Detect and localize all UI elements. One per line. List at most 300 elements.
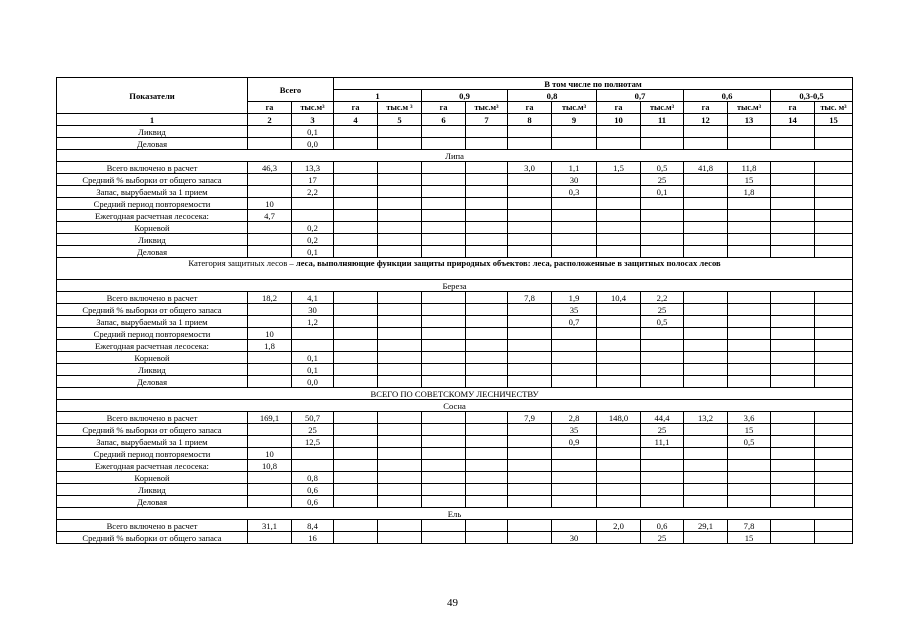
table-cell <box>508 138 552 150</box>
unit-ha-header: га <box>422 102 466 114</box>
table-cell <box>728 352 771 364</box>
table-cell <box>466 436 508 448</box>
table-cell <box>684 304 728 316</box>
table-cell <box>334 352 378 364</box>
table-cell <box>466 162 508 174</box>
table-cell <box>378 376 422 388</box>
table-cell <box>422 436 466 448</box>
table-cell <box>684 210 728 222</box>
table-cell <box>508 520 552 532</box>
table-cell <box>334 222 378 234</box>
table-cell: 0,5 <box>641 162 684 174</box>
table-cell <box>771 246 815 258</box>
table-cell <box>292 198 334 210</box>
row-label: Ежегодная расчетная лесосека: <box>57 340 248 352</box>
table-cell: 17 <box>292 174 334 186</box>
table-cell <box>422 174 466 186</box>
table-cell: 15 <box>728 174 771 186</box>
table-cell: 7,9 <box>508 412 552 424</box>
table-cell <box>552 484 597 496</box>
table-cell <box>771 304 815 316</box>
table-cell <box>815 340 853 352</box>
table-cell: 0,6 <box>641 520 684 532</box>
indicators-header: Показатели <box>57 78 248 114</box>
table-cell <box>334 484 378 496</box>
table-cell <box>815 412 853 424</box>
table-cell <box>378 162 422 174</box>
unit-ha-header: га <box>771 102 815 114</box>
column-number: 6 <box>422 114 466 126</box>
table-cell <box>815 484 853 496</box>
table-cell <box>771 234 815 246</box>
table-cell <box>728 210 771 222</box>
table-cell <box>334 448 378 460</box>
table-cell <box>422 532 466 544</box>
table-cell <box>248 234 292 246</box>
table-cell <box>684 186 728 198</box>
table-cell <box>334 412 378 424</box>
table-cell: 169,1 <box>248 412 292 424</box>
table-cell <box>508 484 552 496</box>
table-cell <box>378 448 422 460</box>
table-cell <box>422 210 466 222</box>
table-row <box>57 222 853 234</box>
table-cell <box>597 364 641 376</box>
table-cell <box>334 138 378 150</box>
table-cell <box>422 340 466 352</box>
table-cell <box>508 210 552 222</box>
table-cell <box>422 234 466 246</box>
table-cell <box>728 234 771 246</box>
table-cell: 4,7 <box>248 210 292 222</box>
table-cell <box>422 198 466 210</box>
table-cell: 10 <box>248 198 292 210</box>
table-cell <box>508 304 552 316</box>
table-cell <box>771 484 815 496</box>
table-cell <box>378 532 422 544</box>
density-header: 1 <box>334 90 422 102</box>
column-number: 7 <box>466 114 508 126</box>
table-cell <box>466 246 508 258</box>
table-cell <box>728 316 771 328</box>
table-cell <box>378 246 422 258</box>
table-cell <box>684 436 728 448</box>
section-row <box>57 280 853 292</box>
table-row <box>57 460 853 472</box>
unit-ha-header: га <box>334 102 378 114</box>
table-cell <box>552 198 597 210</box>
unit-m3-header: тыс.м³ <box>466 102 508 114</box>
table-cell <box>815 436 853 448</box>
forest-allowable-cut-table <box>56 77 853 544</box>
unit-ha-header: га <box>684 102 728 114</box>
table-cell <box>248 304 292 316</box>
table-cell <box>292 328 334 340</box>
table-cell <box>248 436 292 448</box>
table-cell <box>466 484 508 496</box>
table-cell <box>597 304 641 316</box>
table-cell <box>378 210 422 222</box>
table-cell <box>641 376 684 388</box>
table-cell <box>771 340 815 352</box>
table-cell <box>508 364 552 376</box>
table-cell <box>378 412 422 424</box>
table-cell <box>597 340 641 352</box>
table-cell: 3,0 <box>508 162 552 174</box>
table-cell: 2,8 <box>552 412 597 424</box>
section-row <box>57 508 853 520</box>
table-cell <box>771 198 815 210</box>
row-label: Всего включено в расчет <box>57 292 248 304</box>
table-cell <box>378 174 422 186</box>
table-cell <box>597 174 641 186</box>
row-label: Запас, вырубаемый за 1 прием <box>57 436 248 448</box>
unit-ha-header: га <box>248 102 292 114</box>
table-cell <box>771 138 815 150</box>
column-number: 9 <box>552 114 597 126</box>
table-cell <box>684 424 728 436</box>
unit-m3-header: тыс.м³ <box>292 102 334 114</box>
row-label: Ликвид <box>57 484 248 496</box>
table-cell <box>378 460 422 472</box>
table-cell <box>684 246 728 258</box>
table-cell <box>292 448 334 460</box>
table-cell <box>378 340 422 352</box>
unit-m3-header: тыс.м ³ <box>378 102 422 114</box>
table-cell <box>334 304 378 316</box>
table-cell <box>684 472 728 484</box>
density-header: 0,7 <box>597 90 684 102</box>
table-cell <box>508 246 552 258</box>
table-cell: 15 <box>728 532 771 544</box>
table-cell <box>422 246 466 258</box>
table-cell <box>815 126 853 138</box>
table-cell <box>334 472 378 484</box>
table-cell: 0,9 <box>552 436 597 448</box>
table-cell <box>334 496 378 508</box>
table-cell <box>466 222 508 234</box>
table-cell <box>597 210 641 222</box>
row-label: Средний период повторяемости <box>57 328 248 340</box>
total-header: Всего <box>248 78 334 102</box>
table-cell: 0,0 <box>292 138 334 150</box>
column-number: 13 <box>728 114 771 126</box>
page-number: 49 <box>447 597 458 609</box>
by-density-header: В том числе по полнотам <box>334 78 853 90</box>
table-cell <box>334 186 378 198</box>
table-cell <box>334 460 378 472</box>
row-label: Средний период повторяемости <box>57 198 248 210</box>
table-cell <box>334 198 378 210</box>
table-cell <box>552 210 597 222</box>
table-cell <box>334 210 378 222</box>
table-row <box>57 162 853 174</box>
column-number: 4 <box>334 114 378 126</box>
table-cell: 16 <box>292 532 334 544</box>
table-cell <box>597 484 641 496</box>
table-cell <box>728 376 771 388</box>
table-cell: 25 <box>292 424 334 436</box>
row-label: Деловая <box>57 138 248 150</box>
table-cell <box>597 234 641 246</box>
table-cell <box>552 496 597 508</box>
table-cell <box>728 292 771 304</box>
table-cell <box>334 520 378 532</box>
table-cell <box>248 126 292 138</box>
table-cell <box>815 174 853 186</box>
table-cell <box>422 364 466 376</box>
table-cell <box>552 460 597 472</box>
table-cell <box>728 198 771 210</box>
table-cell <box>641 352 684 364</box>
table-cell <box>248 138 292 150</box>
table-cell <box>334 174 378 186</box>
table-cell <box>378 520 422 532</box>
table-cell <box>641 496 684 508</box>
table-cell <box>597 316 641 328</box>
table-cell <box>597 352 641 364</box>
table-cell <box>552 222 597 234</box>
table-cell <box>771 520 815 532</box>
table-cell: 0,2 <box>292 222 334 234</box>
row-label: Всего включено в расчет <box>57 520 248 532</box>
table-row <box>57 436 853 448</box>
table-cell <box>641 222 684 234</box>
row-label: Запас, вырубаемый за 1 прием <box>57 316 248 328</box>
table-cell: 29,1 <box>684 520 728 532</box>
table-cell <box>771 376 815 388</box>
table-cell <box>508 376 552 388</box>
table-cell: 11,8 <box>728 162 771 174</box>
table-cell: 18,2 <box>248 292 292 304</box>
table-cell <box>728 496 771 508</box>
row-label: Средний % выборки от общего запаса <box>57 174 248 186</box>
table-row <box>57 328 853 340</box>
table-cell <box>334 424 378 436</box>
table-cell <box>334 532 378 544</box>
table-cell <box>422 472 466 484</box>
table-cell <box>466 496 508 508</box>
section-title: Ель <box>57 508 853 520</box>
table-cell <box>771 210 815 222</box>
table-cell <box>422 376 466 388</box>
table-cell <box>466 532 508 544</box>
table-cell <box>641 126 684 138</box>
row-label: Корневой <box>57 222 248 234</box>
table-cell <box>815 186 853 198</box>
column-number-row <box>57 114 853 126</box>
table-cell <box>597 186 641 198</box>
table-cell <box>771 328 815 340</box>
table-cell <box>728 472 771 484</box>
table-cell <box>815 328 853 340</box>
table-cell <box>815 364 853 376</box>
table-cell: 15 <box>728 424 771 436</box>
table-cell <box>597 424 641 436</box>
density-header: 0,6 <box>684 90 771 102</box>
table-cell <box>771 496 815 508</box>
table-cell <box>292 210 334 222</box>
table-cell: 0,1 <box>292 246 334 258</box>
table-cell <box>597 472 641 484</box>
table-cell <box>728 460 771 472</box>
table-cell <box>597 126 641 138</box>
row-label: Ликвид <box>57 364 248 376</box>
table-cell <box>815 496 853 508</box>
table-cell <box>422 186 466 198</box>
table-cell <box>378 496 422 508</box>
table-cell <box>771 186 815 198</box>
table-cell <box>552 328 597 340</box>
table-cell <box>466 292 508 304</box>
table-cell: 13,3 <box>292 162 334 174</box>
table-cell <box>684 126 728 138</box>
table-cell <box>815 424 853 436</box>
table-cell <box>378 472 422 484</box>
table-row <box>57 448 853 460</box>
table-cell: 30 <box>552 532 597 544</box>
table-cell <box>466 138 508 150</box>
table-cell <box>684 292 728 304</box>
table-cell: 4,1 <box>292 292 334 304</box>
table-cell <box>552 246 597 258</box>
table-cell: 10 <box>248 448 292 460</box>
table-cell <box>466 186 508 198</box>
table-cell <box>728 340 771 352</box>
table-cell <box>508 352 552 364</box>
table-cell <box>641 246 684 258</box>
row-label: Средний % выборки от общего запаса <box>57 532 248 544</box>
table-cell <box>771 222 815 234</box>
table-cell <box>466 412 508 424</box>
table-row <box>57 376 853 388</box>
table-cell: 7,8 <box>508 292 552 304</box>
table-cell <box>815 292 853 304</box>
table-cell <box>334 292 378 304</box>
table-cell <box>728 222 771 234</box>
table-cell <box>684 352 728 364</box>
table-cell <box>728 484 771 496</box>
category-row <box>57 258 853 280</box>
table-cell <box>378 222 422 234</box>
table-cell: 25 <box>641 304 684 316</box>
table-cell <box>684 460 728 472</box>
density-header: 0,8 <box>508 90 597 102</box>
table-cell: 8,4 <box>292 520 334 532</box>
table-cell <box>508 126 552 138</box>
table-cell <box>597 532 641 544</box>
table-cell <box>815 198 853 210</box>
table-cell <box>422 424 466 436</box>
table-row <box>57 304 853 316</box>
density-header: 0,3-0,5 <box>771 90 853 102</box>
unit-ha-header: га <box>597 102 641 114</box>
table-cell <box>728 126 771 138</box>
table-cell <box>466 340 508 352</box>
table-cell <box>466 210 508 222</box>
table-cell <box>684 448 728 460</box>
table-row <box>57 186 853 198</box>
table-cell: 1,1 <box>552 162 597 174</box>
table-cell <box>422 460 466 472</box>
table-cell <box>422 304 466 316</box>
category-title <box>57 258 853 280</box>
table-cell: 2,0 <box>597 520 641 532</box>
table-cell <box>597 222 641 234</box>
table-cell <box>466 352 508 364</box>
table-row <box>57 246 853 258</box>
table-cell <box>728 246 771 258</box>
section-title: ВСЕГО ПО СОВЕТСКОМУ ЛЕСНИЧЕСТВУ <box>57 388 853 400</box>
table-cell <box>378 424 422 436</box>
table-cell <box>552 472 597 484</box>
table-cell <box>248 376 292 388</box>
table-cell <box>466 424 508 436</box>
table-cell <box>641 138 684 150</box>
table-cell: 1,8 <box>728 186 771 198</box>
table-cell <box>248 222 292 234</box>
table-cell <box>466 198 508 210</box>
table-row <box>57 520 853 532</box>
density-header: 0,9 <box>422 90 508 102</box>
table-cell <box>334 364 378 376</box>
table-cell: 148,0 <box>597 412 641 424</box>
table-cell <box>334 246 378 258</box>
table-cell <box>641 448 684 460</box>
table-cell <box>466 126 508 138</box>
table-cell: 2,2 <box>641 292 684 304</box>
table-cell <box>728 328 771 340</box>
table-cell <box>597 138 641 150</box>
table-cell <box>771 364 815 376</box>
row-label: Средний период повторяемости <box>57 448 248 460</box>
table-cell <box>508 424 552 436</box>
table-cell <box>641 210 684 222</box>
table-cell <box>422 126 466 138</box>
table-cell <box>422 412 466 424</box>
table-cell <box>378 316 422 328</box>
section-row <box>57 400 853 412</box>
table-cell <box>641 234 684 246</box>
table-cell <box>248 532 292 544</box>
table-row <box>57 138 853 150</box>
table-cell <box>248 246 292 258</box>
table-cell: 0,2 <box>292 234 334 246</box>
table-cell <box>552 126 597 138</box>
table-cell <box>248 496 292 508</box>
table-cell <box>248 364 292 376</box>
column-number: 10 <box>597 114 641 126</box>
table-cell: 30 <box>552 174 597 186</box>
table-cell <box>334 162 378 174</box>
table-cell: 0,5 <box>728 436 771 448</box>
table-cell <box>508 472 552 484</box>
table-cell <box>552 234 597 246</box>
table-cell <box>508 532 552 544</box>
table-cell <box>771 532 815 544</box>
table-cell <box>552 138 597 150</box>
table-cell <box>815 138 853 150</box>
unit-m3-header: тыс. м³ <box>815 102 853 114</box>
table-cell <box>466 304 508 316</box>
table-cell <box>728 448 771 460</box>
section-title: Береза <box>57 280 853 292</box>
table-cell <box>815 472 853 484</box>
table-cell <box>728 138 771 150</box>
table-cell <box>815 532 853 544</box>
table-cell <box>422 484 466 496</box>
table-row <box>57 364 853 376</box>
